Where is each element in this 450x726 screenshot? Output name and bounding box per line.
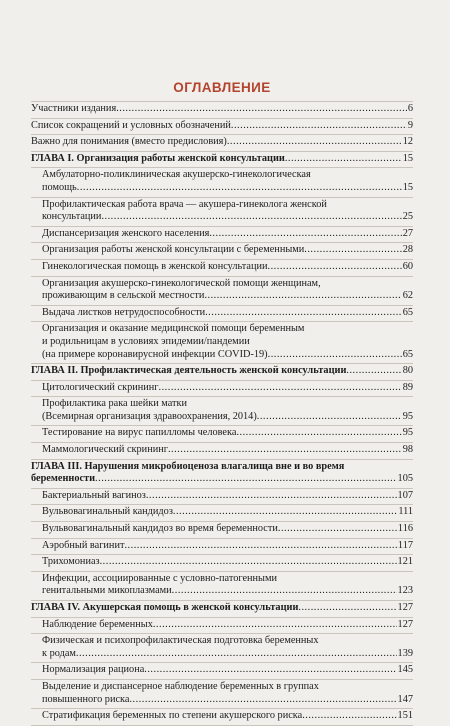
toc-entry-title: Стратификация беременных по степени акушерского риска [42,710,303,722]
toc-page-number: 15 [402,152,413,164]
toc-entry-title: беременности [31,473,96,485]
toc-page-number: 60 [402,260,413,272]
toc-entry-title: Бактериальный вагиноз [42,489,146,501]
toc-entry-title-line: Физическая и психопрофилактическая подготовка беременных [42,635,319,647]
toc-entry-line [42,710,413,723]
dot-leader [346,365,401,378]
toc-entry-title-line: Инфекции, ассоциированные с условно-патогенными [42,572,277,584]
toc-page-number: 95 [402,410,413,422]
toc-entry-title: Цитологический скрининг [42,381,159,393]
toc-section-entry[interactable] [31,306,413,323]
toc-entry-title: Организация работы женской консультации с беременными [42,244,305,256]
toc-section-entry[interactable] [31,555,413,572]
dot-leader [173,506,397,519]
toc-page-number: 28 [402,244,413,256]
toc-page-number: 6 [407,103,413,114]
toc-entry-title: Вульвовагинальный кандидоз во время беременности [42,523,278,535]
dot-leader [227,136,402,149]
toc-entry-line [42,211,413,224]
toc-section-entry[interactable] [31,663,413,680]
toc-entry-line [42,349,413,362]
toc-entry-title: Список сокращений и условных обозначений [31,119,231,131]
toc-page-number: 98 [402,444,413,456]
toc-page-number: 121 [397,556,413,568]
toc-section-entry[interactable] [31,572,413,601]
toc-entry-title: Диспансеризация женского населения [42,227,210,239]
toc-entry-title-line: Профилактическая работа врача — акушера-гинеколога женской [42,198,327,210]
toc-page-number: 127 [397,618,413,630]
toc-page-number: 111 [398,506,413,518]
dot-leader [236,427,401,440]
toc-entry-line [31,602,413,615]
dot-leader [146,490,397,503]
toc-entry-title: (на примере коронавирусной инфекции COVID-19) [42,348,268,360]
toc-entry-title: консультации [42,211,102,223]
toc-entry-line [42,427,413,440]
toc-entry-line [42,523,413,536]
dot-leader [205,307,402,320]
page-title: ОГЛАВЛЕНИЕ [173,80,271,95]
toc-entry-title: генитальными микоплазмами [42,585,172,597]
toc-page-number: 65 [402,306,413,318]
toc-entry-title: ГЛАВА IV. Акушерская помощь в женской консультации [31,602,299,613]
toc-entry-title: Важно для понимания (вместо предисловия) [31,136,227,148]
toc-section-entry[interactable] [31,709,413,726]
toc-page-number: 147 [397,693,413,705]
toc-entry-title: Участники издания [31,103,117,114]
toc-section-entry[interactable] [31,119,413,136]
toc-section-entry[interactable] [31,539,413,556]
toc-entry-line [42,261,413,274]
toc-page-number: 9 [407,119,413,131]
toc-entry-line [42,490,413,503]
toc-entry-title: к родам [42,647,76,659]
toc-entry-title-line: Организация акушерско-гинекологической помощи женщинам, [42,277,321,289]
toc-entry-title: ГЛАВА I. Организация работы женской консультации [31,152,285,164]
toc-section-entry[interactable] [31,102,413,119]
toc-chapter-entry[interactable] [31,364,413,381]
toc-entry-line [31,103,413,116]
toc-entry-title: Маммологический скрининг [42,444,168,456]
toc-page-number: 80 [402,365,413,377]
dot-leader [100,556,397,569]
dot-leader [268,261,402,274]
toc-entry-line [31,120,413,133]
toc-section-entry[interactable] [31,260,413,277]
toc-entry-title: проживающим в сельской местности [42,290,205,302]
toc-entry-line [42,694,413,707]
toc-entry-title: Аэробный вагинит [42,539,125,551]
dot-leader [304,244,401,257]
dot-leader [257,411,402,424]
dot-leader [77,182,402,195]
toc-section-entry[interactable] [31,443,413,460]
toc-entry-line [31,153,413,166]
toc-entry-line [42,444,413,457]
toc-entry-line [31,473,413,486]
toc-section-entry[interactable] [31,243,413,260]
toc-page-number: 127 [397,602,413,613]
toc-entry-title: Тестирование на вирус папилломы человека [42,427,237,439]
toc-page-number: 65 [402,348,413,360]
dot-leader [231,120,407,133]
toc-entry-line [31,136,413,149]
toc-entry-title: помощь [42,181,77,193]
toc-entry-title: Вульвовагинальный кандидоз [42,506,173,518]
dot-leader [302,710,396,723]
toc-section-entry[interactable] [31,489,413,506]
toc-entry-title-line: Организация и оказание медицинской помощи беременным [42,323,305,335]
toc-entry-title-line: Профилактика рака шейки матки [42,398,188,410]
toc-entry-title: Выдача листков нетрудоспособности [42,306,206,318]
toc-entry-line [42,411,413,424]
toc-section-entry[interactable] [31,227,413,244]
toc-entry-line [42,540,413,553]
dot-leader [278,523,397,536]
toc-entry-title: ГЛАВА II. Профилактическая деятельность женской консультации [31,365,347,377]
toc-page-number: 117 [397,539,413,551]
dot-leader [153,619,397,632]
toc-section-entry[interactable] [31,397,413,426]
toc-page-number: 27 [402,227,413,239]
dot-leader [116,103,407,116]
toc-entry-title: Гинекологическая помощь в женской консультации [42,260,268,272]
toc-section-entry[interactable] [31,426,413,443]
toc-entry-line [42,648,413,661]
toc-entry-title: повышенного риска [42,693,130,705]
toc-entry-title-line: ГЛАВА III. Нарушения микробиоценоза влагалища вне и во время [31,460,345,472]
toc-entry-title: Наблюдение беременных [42,618,153,630]
dot-leader [209,228,401,241]
toc-entry-title-line: и родильницам в условиях эпидемии/пандемии [42,335,250,347]
dot-leader [168,444,402,457]
dot-leader [95,473,397,486]
toc-entry-line [42,382,413,395]
toc-page-number: 139 [397,647,413,659]
toc-section-entry[interactable] [31,168,413,197]
toc-entry-line [42,228,413,241]
dot-leader [268,349,402,362]
toc-page-number: 116 [397,523,413,535]
toc-entry-title-line: Амбулаторно-поликлиническая акушерско-гинекологическая [42,169,311,181]
toc-entry-title: (Всемирная организация здравоохранения, 2014) [42,410,257,422]
toc-entry-line [42,244,413,257]
toc-entry-line [42,307,413,320]
toc-entry-line [42,619,413,632]
toc-entry-title: Трихомониаз [42,556,100,568]
dot-leader [76,648,397,661]
toc-page-number: 145 [397,664,413,676]
toc-page-number: 105 [397,473,413,485]
dot-leader [285,153,402,166]
toc-page-number: 89 [402,381,413,393]
toc-section-entry[interactable] [31,680,413,709]
toc-page-number: 25 [402,211,413,223]
dot-leader [204,290,401,303]
toc-entry-line [42,556,413,569]
toc-entry-title-line: Выделение и диспансерное наблюдение беременных в группах [42,680,319,692]
toc-section-entry[interactable] [31,277,413,306]
toc-section-entry[interactable] [31,634,413,663]
dot-leader [101,211,401,224]
dot-leader [129,694,396,707]
toc-page-number: 123 [397,585,413,597]
toc-page-number: 95 [402,427,413,439]
toc-section-entry[interactable] [31,322,413,364]
toc-section-entry[interactable] [31,381,413,398]
toc-page-number: 15 [402,181,413,193]
toc-section-entry[interactable] [31,198,413,227]
toc-entry-title: Нормализация рациона [42,664,145,676]
toc-entry-line [42,506,413,519]
dot-leader [159,382,402,395]
toc-chapter-entry[interactable] [31,601,413,618]
toc-entry-line [42,585,413,598]
toc-section-entry[interactable] [31,135,413,152]
toc-entry-line [42,290,413,303]
toc-chapter-entry[interactable] [31,152,413,169]
toc-page-number: 62 [402,290,413,302]
dot-leader [298,602,396,615]
toc-chapter-entry[interactable] [31,460,413,489]
toc-page-number: 107 [397,489,413,501]
table-of-contents [31,101,413,726]
dot-leader [144,664,396,677]
toc-page-number: 151 [397,710,413,722]
toc-section-entry[interactable] [31,618,413,635]
toc-section-entry[interactable] [31,505,413,522]
dot-leader [172,585,397,598]
toc-page-number: 12 [402,136,413,148]
toc-entry-line [42,182,413,195]
toc-entry-line [42,664,413,677]
toc-entry-line [31,365,413,378]
dot-leader [124,540,396,553]
toc-section-entry[interactable] [31,522,413,539]
